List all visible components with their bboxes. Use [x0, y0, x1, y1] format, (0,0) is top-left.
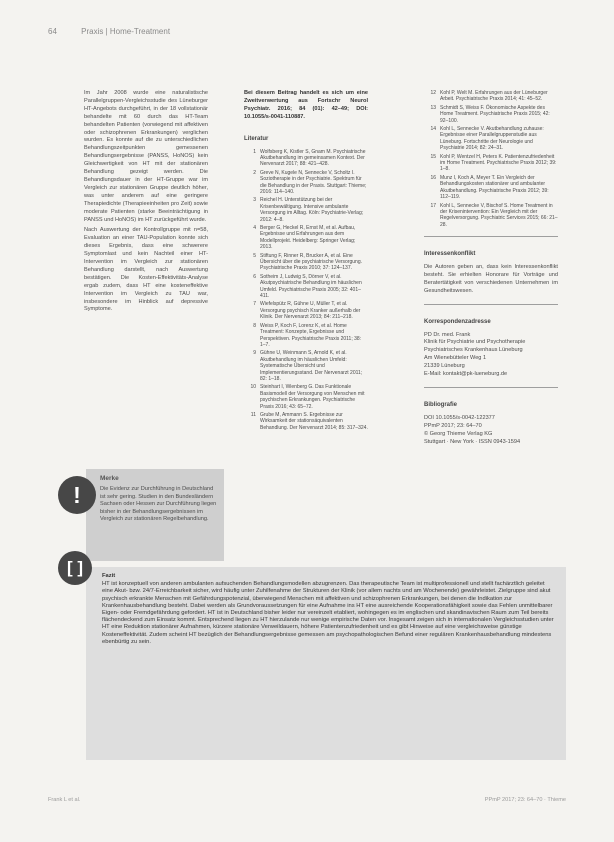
- interessenkonflikt-heading: Interessenkonflikt: [424, 251, 476, 258]
- reference-text: Weiss P, Koch F, Lorenz K, et al. Home Treatment: Konzepte, Ergebnisse und Perspektiven. Psychiatrische Praxis 2011; 38: 1–7.: [260, 322, 362, 348]
- address-line: Psychiatrisches Krankenhaus Lüneburg: [424, 347, 523, 354]
- reference-number: 8: [253, 322, 256, 329]
- footer-right: PPmP 2017; 23: 64–70 · Thieme: [484, 797, 566, 803]
- reference-text: Greve N, Kugele N, Sennecke V, Scholtz I. Soziotherapie in der Psychiatrie. Spektrum für die Behandlung in der Praxis. Stuttgart: Thieme; 2016: 114–140.: [260, 169, 367, 195]
- page-number: 64: [48, 27, 57, 36]
- interessenkonflikt-text: Die Autoren geben an, dass kein Interessenkonflikt besteht. Sie erhielten Honorare für Vorträge und Beratertätigkeit von verschiedenen Unternehmen im Gesundheitswesen.: [424, 264, 558, 294]
- bibliografie-list: [424, 415, 558, 447]
- bibliografie-line: DOI 10.1055/s-0042-122377: [424, 414, 495, 421]
- reference-item: [424, 90, 558, 103]
- reference-text: Grube M, Ammann S. Ergebnisse zur Wirksamkeit der stationsäquivalenten Behandlung. Der Nervenarzt 2014; 85: 317–324.: [260, 411, 368, 431]
- citation-note: Bei diesem Beitrag handelt es sich um eine Zweitverwertung aus Fortschr Neurol Psychiatr. 2016; 84 (01): 42–49; DOI: 10.1055/s-0041-110887.: [244, 90, 368, 120]
- reference-number: 15: [430, 153, 436, 160]
- reference-item: [424, 105, 558, 124]
- reference-number: 9: [253, 350, 256, 357]
- running-head: Praxis | Home-Treatment: [81, 27, 171, 36]
- column-references: [244, 90, 368, 433]
- reference-number: 4: [253, 225, 256, 231]
- reference-text: Reichel H. Unterstützung bei der Krisenbewältigung. Intensive ambulante Versorgung im Alltag. Köln: Psychiatrie-Verlag; 2012: 4–8.: [260, 197, 364, 223]
- divider: [424, 236, 558, 237]
- bibliografie-line: PPmP 2017; 23: 64–70: [424, 422, 482, 429]
- bibliografie-line: Stuttgart · New York · ISSN 0943-1594: [424, 438, 521, 445]
- merke-box: [86, 469, 224, 561]
- merke-text: Die Evidenz zur Durchführung in Deutschland ist sehr gering. Studien in den Bundesländern Sachsen oder Hessen zur Durchführung liegen bisher in der Behandlungsergebnissen im Vergleich zur stationären Regelbehandlung.: [100, 486, 217, 522]
- reference-item: [244, 301, 368, 320]
- reference-item: [244, 274, 368, 300]
- fazit-text: HT ist konzeptuell von anderen ambulanten aufsuchenden Behandlungsmodellen abzugrenzen. Das therapeutische Team ist multiprofessionell und stellt fachärztlich geleitet eine Akut- bzw. 24/7-Erreichbarkeit sicher, wird häufig unter Zuhilfenahme der Strukturen der Klinik (vor allem nachts und am Wochenende) gewährleistet. Zielgruppe sind akut psychisch erkrankte Menschen mit Gefährdungspotenzial, überwiegend Menschen mit affektiven und schizophrenen Erkrankungen, bei denen die Indikation zur Krankenhausbehandlung besteht. Dabei werden als Grundvoraussetzungen für eine Aufnahme ins HT eine ausreichende Kooperationsfähigkeit sowie das Fehlen unmittelbarer Eigen- oder Fremdgefährdung gefordert. HT ist in Deutschland bisher leider nur vereinzelt etabliert, wohingegen es im englischen und skandinavischen Raum zum Teil bereits flächendeckend zum Einsatz kommt. Entsprechend liegen zu HT hierzulande nur wenige empirische Daten vor. Insgesamt zeigen sich in internationalen Vergleichsstudien unter HT eine Reduktion stationärer Aufnahmen, kürzere stationäre Verweildauern, höhere Patientenzufriedenheit und es gibt Hinweise auf eine vergleichsweise günstige Kosteneffektivität. Zudem scheint HT bezüglich der Behandlungsergebnisse gemessen am psychopathologischen Befund einer regulären Krankenhausbehandlung mindestens ebenbürtig zu sein.: [102, 581, 554, 645]
- reference-number: 11: [250, 411, 256, 418]
- reference-item: [424, 175, 558, 201]
- reference-item: [244, 412, 368, 431]
- reference-item: [244, 384, 368, 410]
- exclamation-icon: !: [58, 476, 96, 514]
- address-line: PD Dr. med. Frank: [424, 331, 471, 338]
- reference-list: [244, 149, 368, 432]
- reference-number: 5: [253, 252, 256, 259]
- reference-number: 13: [430, 104, 436, 111]
- main-paragraph: Im Jahr 2008 wurde eine naturalistische Parallelgruppen-Vergleichsstudie des Lüneburger HT-Angebots durchgeführt, in der 18 vollstationär behandelte mit 60 durch das HT-Team behandelten Patienten (vorwiegend mit affektiven oder schizophrenen Erkrankungen) verglichen wurden. Es konnte auf die zu unterschiedlichen Behandlungszeitpunkten gemessenen Behandlungsergebnisse (PANSS, HoNOS) kein Gleichwertigkeit von HT mit der stationären Behandlung gezeigt werden. Die Behandlungsdauer in der HT-Gruppe war im Vergleich zur stationären Gruppe deutlich höher, was unter anderem auf eine geringere Therapiedichte (Therapieeinheiten pro Zeit) sowie moderate Patienten (starke Beeinträchtigung in PANSS und HoNOS) im HT zurückgeführt wurde.: [84, 90, 208, 223]
- merke-title: Merke: [100, 475, 119, 482]
- reference-item: [244, 253, 368, 272]
- address-line: Klinik für Psychiatrie und Psychotherapie: [424, 339, 526, 346]
- reference-number: 12: [430, 90, 436, 96]
- reference-text: Gühne U, Weinmann S, Arnold K, et al. Akutbehandlung im häuslichen Umfeld: Systematische Übersicht und Implementierungsstand. Der Nervenarzt 2011; 82: 1–18.: [260, 350, 363, 382]
- korrespondenz-address: [424, 332, 558, 379]
- reference-item: [244, 170, 368, 196]
- address-line: 21339 Lüneburg: [424, 363, 465, 370]
- reference-text: Kohl P, Wentzel H, Peters K. Patientenzufriedenheit im Home Treatment. Psychiatrische Praxis 2012; 39: 1–8.: [440, 153, 557, 173]
- reference-text: Kohl L, Sennecke V, Bischof S. Home Treatment in der Krisenintervention: Ein Vergleich mit der Regelversorgung. Psychiatric Services 2015; 66: 21–28.: [440, 202, 558, 228]
- reference-text: Wiefelspütz R, Gühne U, Müller T, et al. Versorgung psychisch Kranker außerhalb der Klinik. Der Nervenarzt 2013; 84: 211–218.: [260, 301, 361, 321]
- reference-item: [244, 350, 368, 382]
- column-sidebar: [424, 90, 558, 447]
- reference-item: [424, 154, 558, 173]
- reference-text: Berger G, Heckel R, Ernst M, et al. Aufbau, Ergebnisse und Erfahrungen aus dem Modellprojekt. Heidelberg: Springer Verlag; 2013.: [260, 225, 356, 251]
- reference-number: 1: [253, 148, 256, 155]
- reference-number: 3: [253, 197, 256, 204]
- reference-item: [244, 225, 368, 251]
- fazit-box: [86, 567, 566, 760]
- reference-number: 17: [430, 202, 436, 209]
- reference-item: [424, 203, 558, 229]
- bibliografie-line: © Georg Thieme Verlag KG: [424, 430, 493, 437]
- reference-text: Munz I, Koch A, Meyer T. Ein Vergleich der Behandlungskosten stationärer und ambulanter Akutbehandlung. Psychiatrische Praxis 2012; 39: 112–119.: [440, 174, 549, 201]
- reference-text: Schmidt S, Weiss F. Ökonomische Aspekte des Home Treatment. Psychiatrische Praxis 2015; 42: 92–100.: [440, 104, 550, 124]
- reference-number: 2: [253, 169, 256, 176]
- reference-text: Kohl P, Welt M. Erfahrungen aus der Lüneburger Arbeit. Psychiatrische Praxis 2014; 41: 45–52.: [440, 90, 548, 103]
- korrespondenz-heading: Korrespondenzadresse: [424, 318, 491, 325]
- address-line: E-Mail: kontakt@pk-lueneburg.de: [424, 371, 508, 378]
- bibliografie-heading: Bibliografie: [424, 402, 458, 408]
- bracket-icon: [ ]: [58, 551, 92, 585]
- divider: [424, 304, 558, 305]
- reference-text: Kohl L, Sennecke V. Akutbehandlung zuhause: Ergebnisse einer Parallelgruppenstudie aus Lüneburg. Fortschritte der Neurologie und Psychiatrie 2014; 82: 24–31.: [440, 126, 544, 152]
- column-main-text: [84, 90, 208, 317]
- reference-text: Sotheim J, Ludwig S, Dörner V, et al. Akutpsychiatrische Behandlung im häuslichen Umfeld. Psychiatrische Praxis 2005; 32: 401–411.: [260, 273, 362, 300]
- reference-number: 14: [430, 126, 436, 133]
- divider: [424, 387, 558, 388]
- literatur-heading: Literatur: [244, 135, 269, 142]
- fazit-title: Fazit: [102, 573, 116, 579]
- reference-text: Steinhart I, Wienberg G. Das Funktionale Basismodell der Versorgung von Menschen mit psychischen Erkrankungen. Psychiatrische Praxis 2016; 43: 65–72.: [260, 384, 365, 410]
- reference-item: [244, 323, 368, 349]
- page-header: [48, 27, 170, 36]
- reference-number: 10: [250, 384, 256, 391]
- address-line: Am Wienebütteler Weg 1: [424, 355, 487, 362]
- footer-left: Frank L et al.: [48, 797, 81, 803]
- reference-item: [244, 197, 368, 223]
- reference-item: [244, 149, 368, 168]
- reference-number: 7: [253, 301, 256, 308]
- reference-item: [424, 126, 558, 152]
- reference-number: 16: [430, 174, 436, 181]
- reference-number: 6: [253, 273, 256, 280]
- reference-text: Stiftung F, Rinner R, Brucker A, et al. Eine Übersicht über die psychiatrische Versorgung. Psychiatrische Praxis 2010; 37: 124–137.: [260, 252, 362, 272]
- main-paragraph: Nach Auswertung der Kontrollgruppe mit n=58, Evaluation an einer TAU-Population konnte sich dieses Ergebnis, dass eine schwerere Symptomlast und kein Nachteil einer HT-Intervention im Vergleich zur stationären Behandlung darstellt, nach Auswertung bestätigen. Die Kosten-Effektivitäts-Analyse ergab zudem, dass HT eine kosteneffektive Intervention im Vergleich zu TAU war, insbesondere im Hinblick auf depressive Symptome.: [84, 227, 208, 313]
- reference-list-continued: [424, 90, 558, 228]
- reference-text: Wolfsberg K, Kistler S, Gnam M. Psychiatrische Akutbehandlung im gemeinsamen Kontext. Der Nervenarzt 2017; 88: 421–428.: [260, 148, 366, 168]
